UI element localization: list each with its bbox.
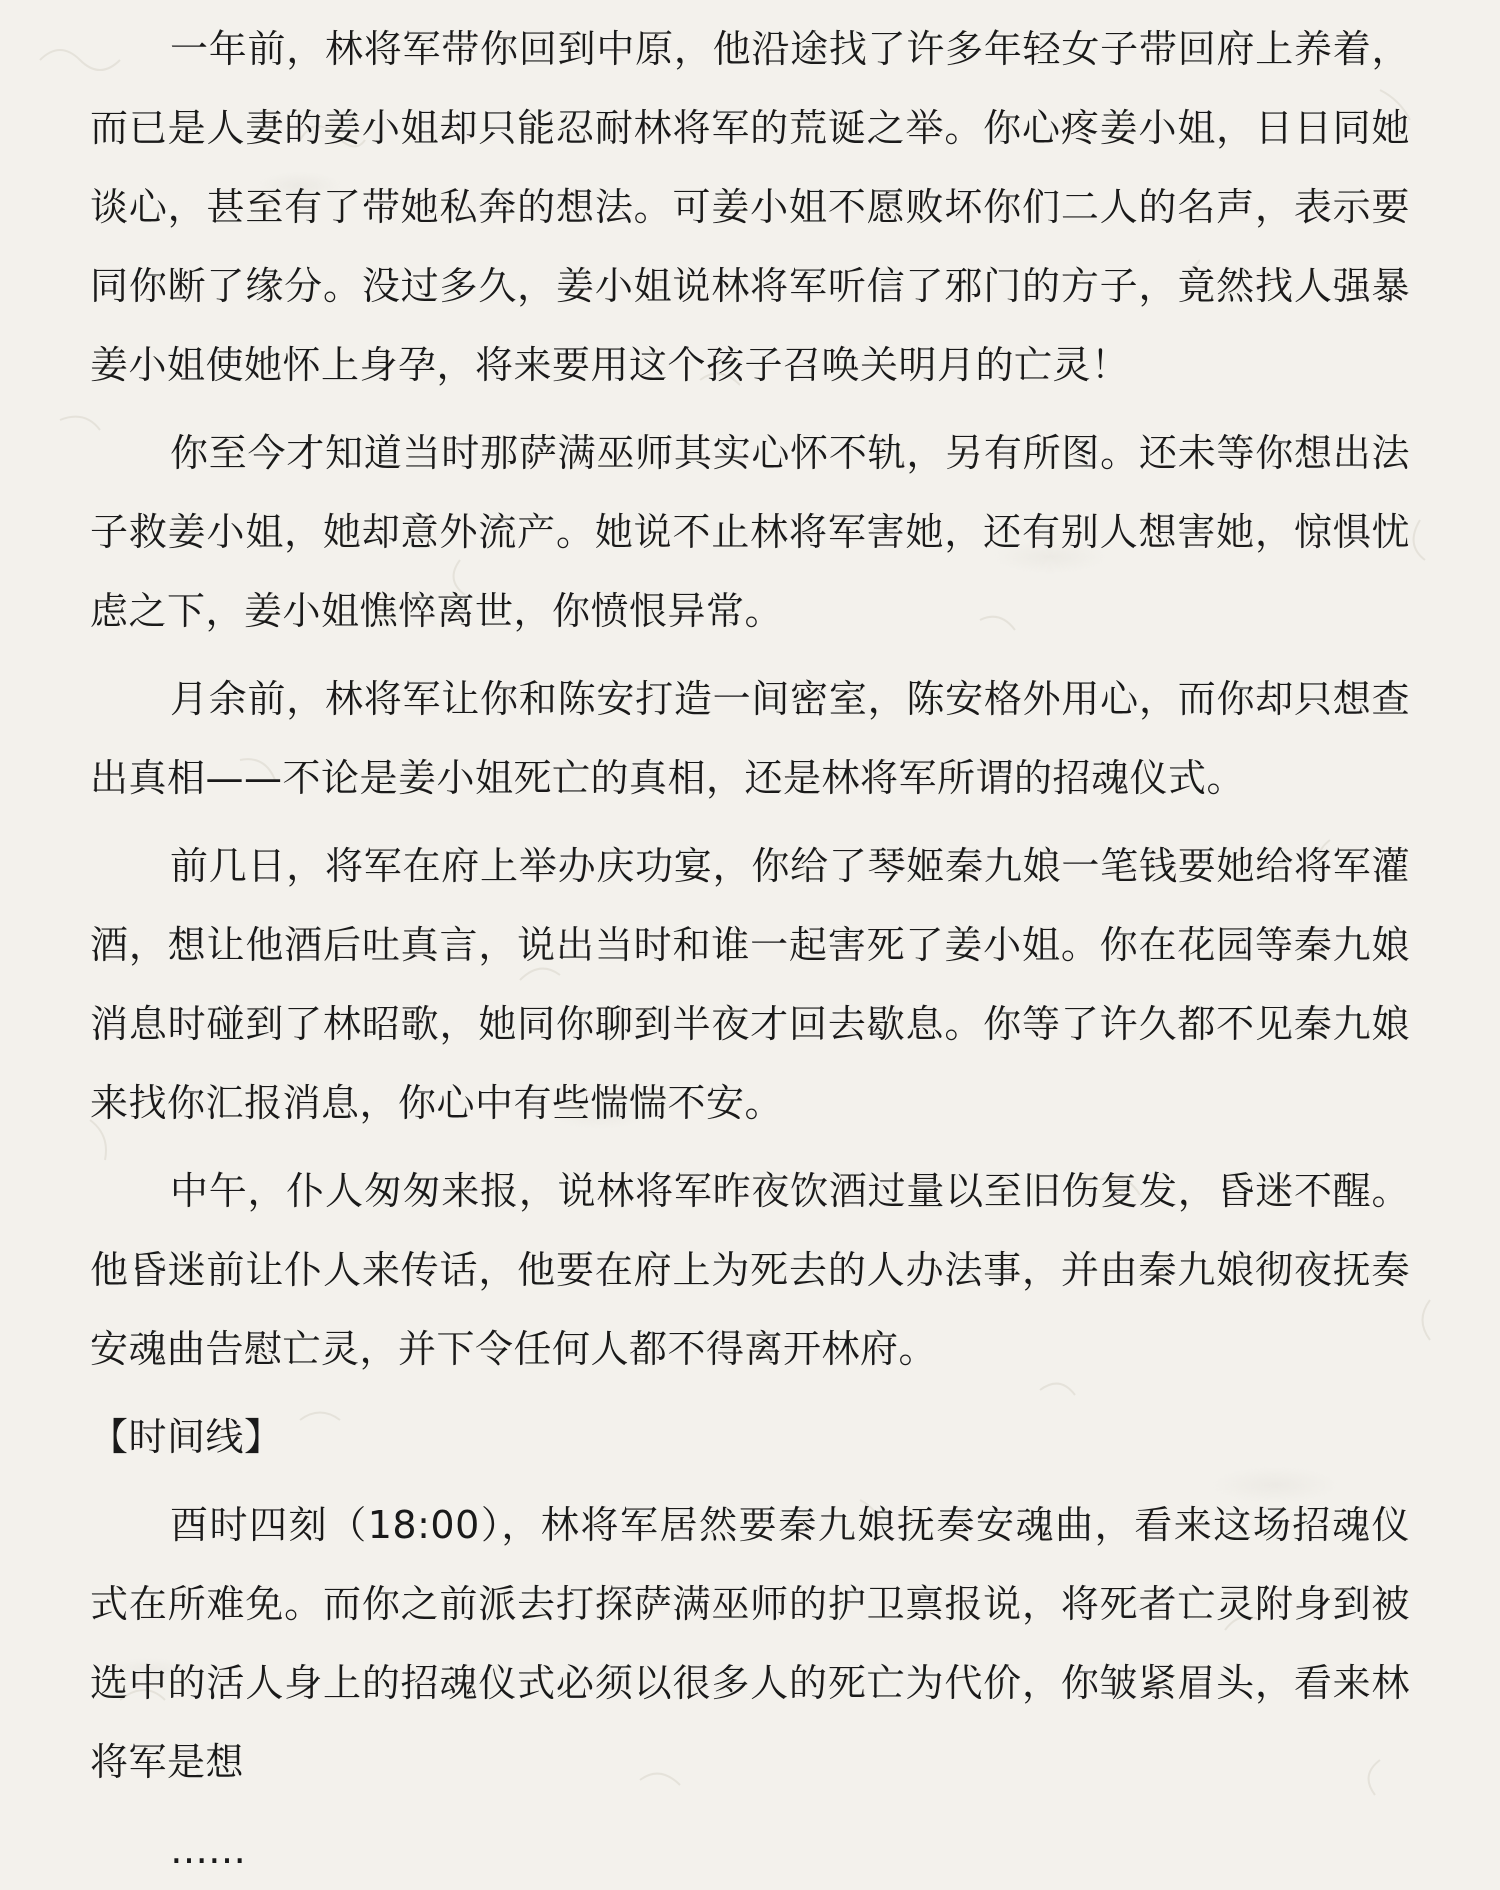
timeline-heading: 【时间线】 (90, 1415, 283, 1459)
paragraph-2: 你至今才知道当时那萨满巫师其实心怀不轨，另有所图。还未等你想出法子救姜小姐，她却意外流产。她说不止林将军害她，还有别人想害她，惊惧忧虑之下，姜小姐憔悴离世，你愤恨异常。 (90, 431, 1410, 633)
timeline-paragraph: 酉时四刻（18:00），林将军居然要秦九娘抚奏安魂曲，看来这场招魂仪式在所难免。而你之前派去打探萨满巫师的护卫禀报说，将死者亡灵附身到被选中的活人身上的招魂仪式必须以很多人的死亡为代价，你皱紧眉头，看来林将军是想 (90, 1503, 1410, 1784)
paragraph-1: 一年前，林将军带你回到中原，他沿途找了许多年轻女子带回府上养着，而已是人妻的姜小姐却只能忍耐林将军的荒诞之举。你心疼姜小姐，日日同她谈心，甚至有了带她私奔的想法。可姜小姐不愿败坏你们二人的名声，表示要同你断了缘分。没过多久，姜小姐说林将军听信了邪门的方子，竟然找人强暴姜小姐使她怀上身孕，将来要用这个孩子召唤关明月的亡灵！ (90, 27, 1410, 387)
paragraph-3: 月余前，林将军让你和陈安打造一间密室，陈安格外用心，而你却只想查出真相——不论是姜小姐死亡的真相，还是林将军所谓的招魂仪式。 (90, 677, 1410, 800)
document-body (90, 10, 1410, 1890)
paragraph-4: 前几日，将军在府上举办庆功宴，你给了琴姬秦九娘一笔钱要她给将军灌酒，想让他酒后吐真言，说出当时和谁一起害死了姜小姐。你在花园等秦九娘消息时碰到了林昭歌，她同你聊到半夜才回去歇息。你等了许久都不见秦九娘来找你汇报消息，你心中有些惴惴不安。 (90, 844, 1410, 1125)
paragraph-5: 中午，仆人匆匆来报，说林将军昨夜饮酒过量以至旧伤复发，昏迷不醒。他昏迷前让仆人来传话，他要在府上为死去的人办法事，并由秦九娘彻夜抚奏安魂曲告慰亡灵，并下令任何人都不得离开林府。 (90, 1169, 1410, 1371)
continuation-ellipsis: …… (170, 1828, 246, 1872)
